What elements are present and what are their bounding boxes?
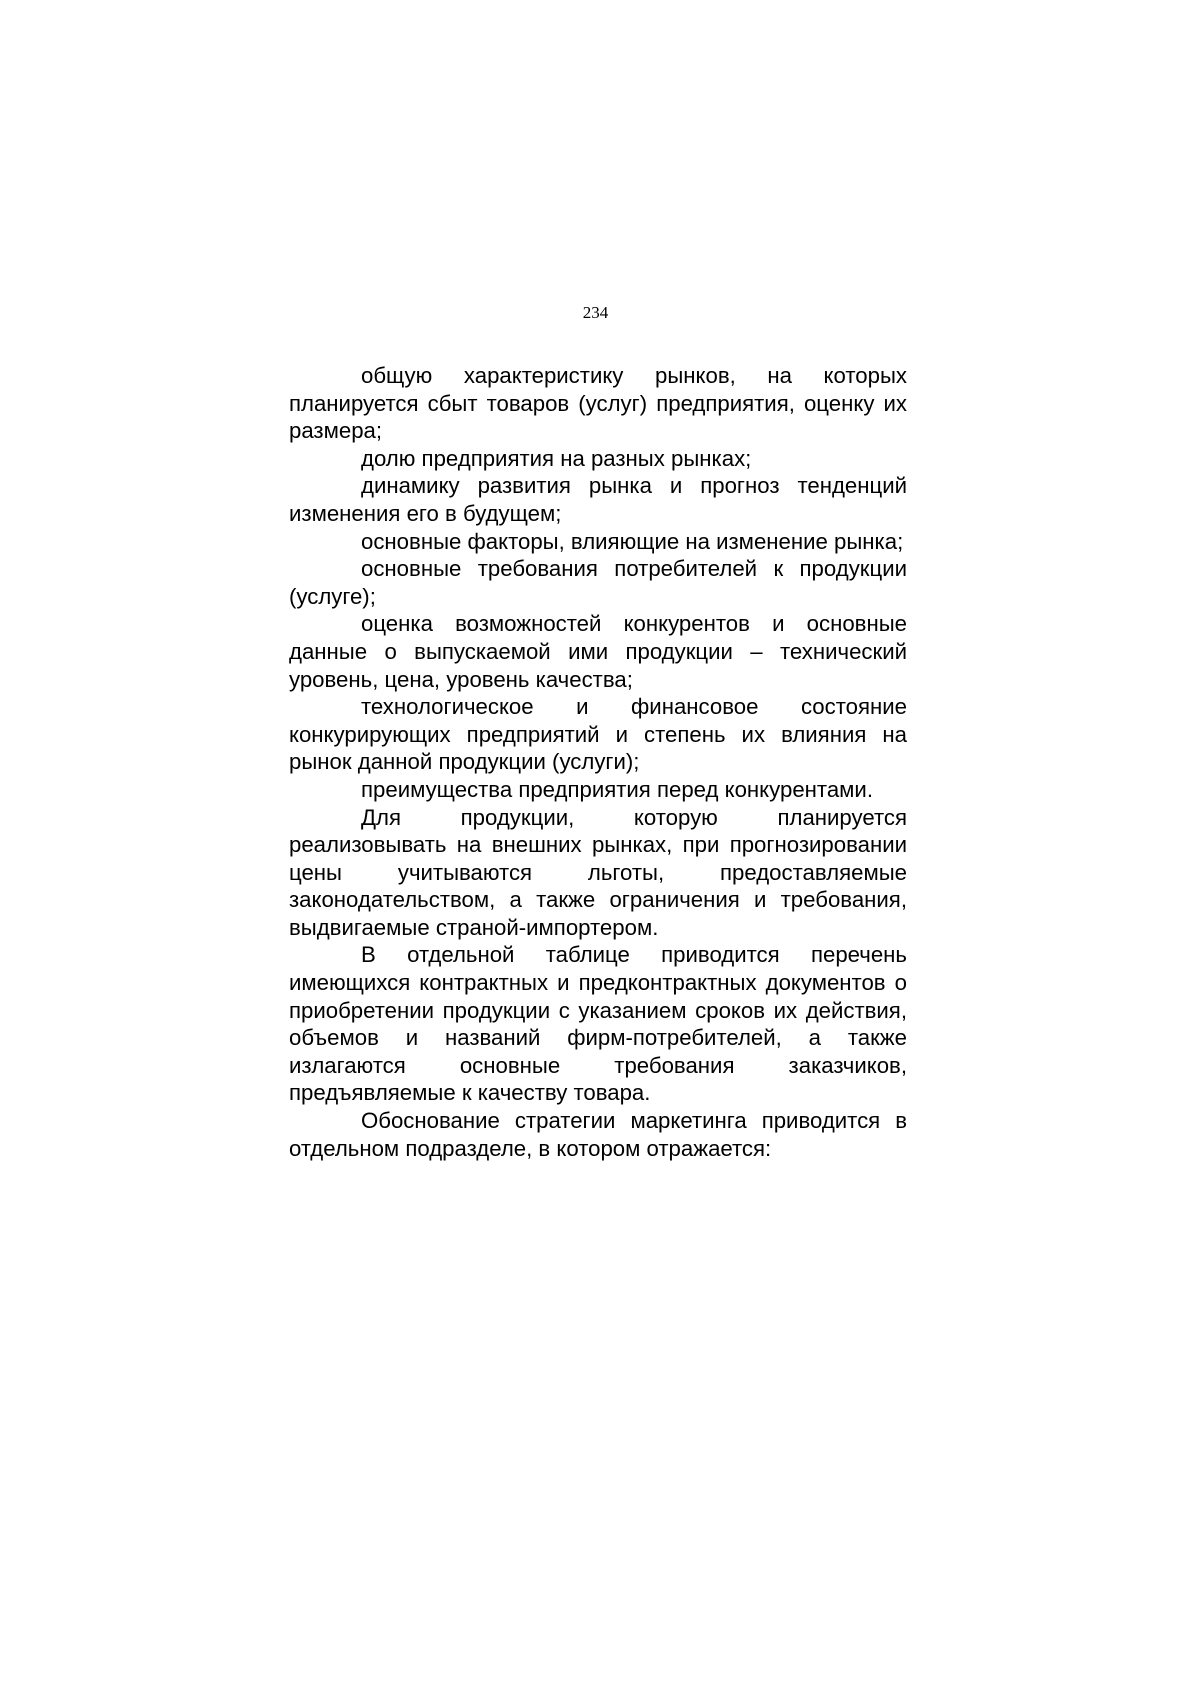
paragraph: основные факторы, влияющие на изменение рынка; bbox=[361, 528, 904, 554]
paragraph: В отдельной таблице приводится перечень имеющихся контрактных и предконтрактных документов о приобретении продукции с указанием сроков их действия, объемов и названий фирм-потребителей, а также излагаются основные требования заказчиков, предъявляемые к качеству товара. bbox=[289, 942, 907, 1106]
paragraph: преимущества предприятия перед конкурентами. bbox=[361, 776, 873, 802]
paragraph: технологическое и финансовое состояние конкурирующих предприятий и степень их влияния на рынок данной продукции (услуги); bbox=[289, 694, 907, 775]
paragraph: оценка возможностей конкурентов и основные данные о выпускаемой ими продукции – технический уровень, цена, уровень качества; bbox=[289, 611, 907, 692]
paragraph: Для продукции, которую планируется реализовывать на внешних рынках, при прогнозировании цены учитываются льготы, предоставляемые законодательством, а также ограничения и требования, выдвигаемые страной-импортером. bbox=[289, 804, 907, 940]
body-text bbox=[289, 362, 907, 1162]
page-number: 234 bbox=[582, 303, 609, 322]
paragraph: долю предприятия на разных рынках; bbox=[361, 445, 752, 471]
paragraph: общую характеристику рынков, на которых планируется сбыт товаров (услуг) предприятия, оценку их размера; bbox=[289, 363, 907, 444]
paragraph: основные требования потребителей к продукции (услуге); bbox=[289, 556, 907, 609]
paragraph: динамику развития рынка и прогноз тенденций изменения его в будущем; bbox=[289, 473, 907, 526]
paragraph: Обоснование стратегии маркетинга приводится в отдельном подразделе, в котором отражается: bbox=[289, 1108, 907, 1161]
